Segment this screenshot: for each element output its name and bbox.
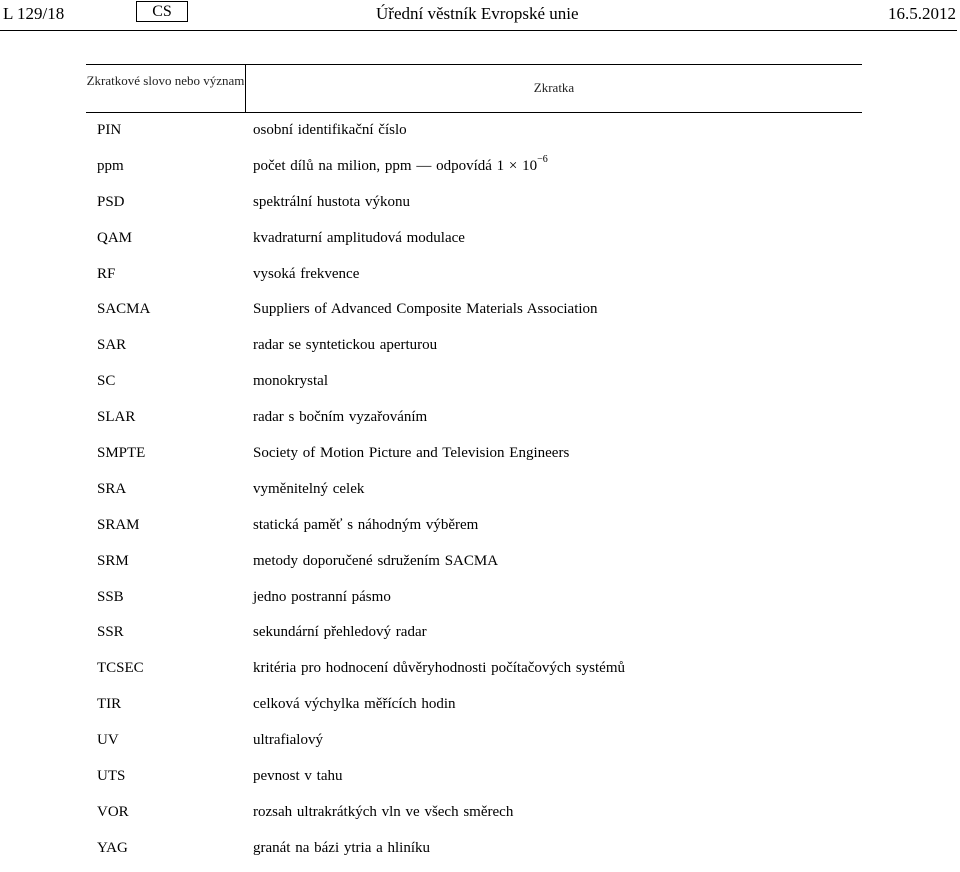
row-abbreviation: SAR [97, 337, 127, 354]
row-meaning-text: Society of Motion Picture and Television Engineers [253, 445, 570, 462]
row-meaning [253, 624, 427, 641]
row-meaning-text: radar s bočním vyzařováním [253, 409, 428, 426]
row-meaning [253, 230, 465, 247]
table-row [86, 190, 862, 226]
row-abbreviation: RF [97, 265, 116, 282]
row-meaning [253, 840, 430, 857]
row-abbreviation: SACMA [97, 301, 151, 318]
row-abbreviation: SSR [97, 624, 124, 641]
table-row [86, 297, 862, 333]
table-row [86, 477, 862, 513]
row-meaning-text: kritéria pro hodnocení důvěryhodnosti počítačových systémů [253, 660, 625, 677]
row-meaning-text: statická paměť s náhodným výběrem [253, 516, 479, 533]
table-row [86, 585, 862, 621]
publication-date: 16.5.2012 [888, 4, 956, 23]
row-abbreviation: SC [97, 373, 116, 390]
row-meaning-text: radar se syntetickou aperturou [253, 337, 438, 354]
row-abbreviation: SRAM [97, 516, 140, 533]
language-code-box: CS [136, 1, 188, 22]
row-meaning [253, 122, 407, 139]
row-meaning [253, 301, 598, 318]
row-meaning [253, 481, 364, 498]
row-meaning [253, 804, 513, 821]
table-row [86, 405, 862, 441]
row-meaning [253, 409, 427, 426]
row-abbreviation: ppm [97, 157, 124, 174]
row-meaning-text: metody doporučené sdružením SACMA [253, 552, 499, 569]
row-abbreviation: PIN [97, 122, 122, 138]
table-top-rule [86, 64, 862, 65]
row-meaning-text: sekundární přehledový radar [253, 624, 427, 641]
table-row [86, 656, 862, 692]
row-abbreviation: UV [97, 732, 119, 749]
row-meaning [253, 660, 625, 677]
row-abbreviation: SSB [97, 588, 124, 605]
table-row [86, 369, 862, 405]
row-meaning [253, 337, 437, 354]
row-meaning-text: vyměnitelný celek [253, 480, 365, 497]
row-abbreviation: PSD [97, 193, 125, 210]
row-meaning-text: granát na bázi ytria a hliníku [253, 839, 431, 856]
row-meaning-text: spektrální hustota výkonu [253, 193, 410, 210]
row-meaning [253, 266, 359, 283]
row-abbreviation: SMPTE [97, 445, 146, 462]
row-meaning [253, 589, 391, 606]
row-meaning-text: jedno postranní pásmo [253, 588, 391, 605]
row-meaning-text: rozsah ultrakrátkých vln ve všech směrech [253, 803, 514, 820]
column-header-abbreviation: Zkratkové slovo nebo význam [86, 73, 245, 88]
row-meaning-text: Suppliers of Advanced Composite Materials Association [253, 301, 598, 318]
row-abbreviation: VOR [97, 803, 129, 820]
row-meaning [253, 373, 328, 390]
row-abbreviation: QAM [97, 229, 133, 246]
table-row [86, 692, 862, 728]
row-meaning [253, 153, 548, 175]
table-row [86, 764, 862, 800]
table-row [86, 728, 862, 764]
row-meaning-exponent: −6 [537, 153, 548, 165]
page-reference: L 129/18 [3, 4, 65, 23]
row-abbreviation: TIR [97, 696, 122, 713]
table-body [86, 118, 862, 872]
row-meaning-text: vysoká frekvence [253, 265, 360, 282]
table-row [86, 333, 862, 369]
table-row [86, 836, 862, 872]
row-meaning [253, 696, 456, 713]
row-abbreviation: SRM [97, 552, 129, 569]
journal-title: Úřední věstník Evropské unie [376, 4, 579, 23]
row-meaning-text: celková výchylka měřících hodin [253, 696, 456, 713]
row-abbreviation: UTS [97, 768, 126, 785]
table-row [86, 226, 862, 262]
row-meaning-text: monokrystal [253, 373, 328, 390]
table-header-rule [86, 112, 862, 113]
row-meaning [253, 445, 569, 462]
row-abbreviation: SLAR [97, 409, 136, 426]
row-meaning [253, 517, 478, 534]
row-abbreviation: YAG [97, 839, 128, 856]
table-row [86, 549, 862, 585]
row-meaning-text: pevnost v tahu [253, 768, 343, 785]
table-row [86, 800, 862, 836]
row-abbreviation: SRA [97, 480, 127, 497]
row-meaning-text: počet dílů na milion, ppm — odpovídá 1 × 10 [253, 157, 538, 174]
row-meaning [253, 732, 323, 749]
column-header-meaning: Zkratka [533, 80, 575, 95]
table-row [86, 620, 862, 656]
table-row [86, 154, 862, 190]
row-meaning [253, 768, 343, 785]
table-row [86, 441, 862, 477]
row-meaning-text: osobní identifikační číslo [253, 122, 407, 138]
table-row [86, 513, 862, 549]
row-meaning [253, 194, 410, 211]
row-meaning [253, 553, 498, 570]
row-meaning-text: kvadraturní amplitudová modulace [253, 229, 465, 246]
table-row [86, 118, 862, 154]
row-abbreviation: TCSEC [97, 660, 144, 677]
page-header [0, 0, 960, 28]
header-divider [0, 30, 957, 31]
row-meaning-text: ultrafialový [253, 732, 323, 749]
table-row [86, 262, 862, 298]
